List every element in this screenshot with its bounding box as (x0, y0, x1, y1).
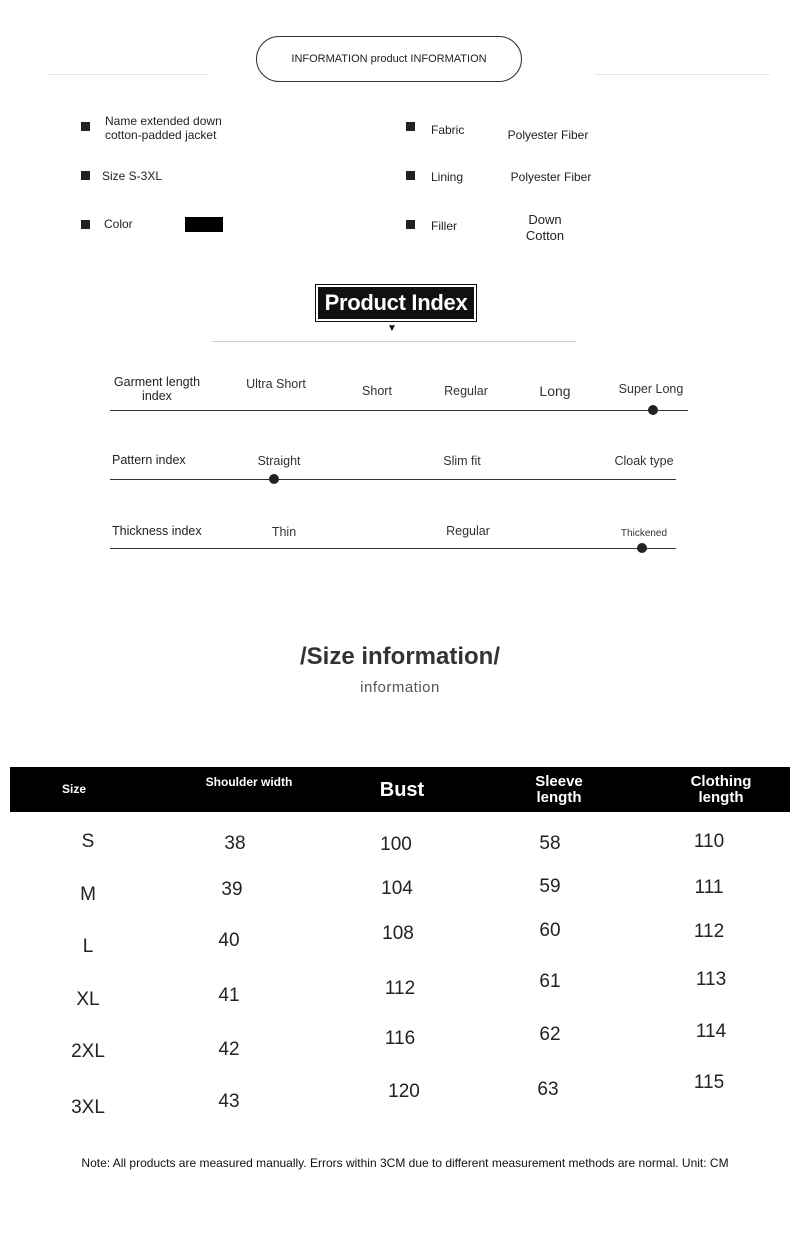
cell-sleeve: 59 (539, 876, 561, 897)
cell-sleeve: 60 (539, 920, 561, 941)
header-bust: Bust (379, 779, 425, 801)
cell-size: 3XL (71, 1097, 105, 1118)
cell-clothing: 114 (695, 1021, 727, 1042)
pattern-index-label: Pattern index (112, 453, 186, 467)
cell-clothing: 112 (693, 921, 725, 942)
product-index-title: Product Index (318, 287, 474, 319)
option-short: Short (362, 384, 392, 398)
header-sleeve-length: Sleeve length (535, 773, 583, 806)
option-thickened: Thickened (620, 528, 668, 539)
cell-sleeve: 63 (537, 1079, 559, 1100)
option-thin: Thin (271, 525, 297, 539)
cell-sleeve: 61 (539, 971, 561, 992)
cell-bust: 116 (384, 1028, 416, 1049)
bullet-icon (81, 122, 90, 131)
fabric-label: Fabric (431, 123, 465, 137)
cell-sleeve: 62 (539, 1024, 561, 1045)
cell-clothing: 113 (695, 969, 727, 990)
option-straight: Straight (257, 454, 301, 468)
garment-length-label: Garment length index (113, 375, 201, 403)
cell-bust: 104 (381, 878, 413, 899)
thickness-index-label: Thickness index (112, 524, 202, 538)
bullet-icon (81, 171, 90, 180)
color-swatch (185, 217, 223, 232)
bullet-icon (406, 122, 415, 131)
cell-clothing: 111 (694, 877, 724, 898)
cell-shoulder: 40 (218, 930, 240, 951)
name-label: Name extended down cotton-padded jacket (105, 114, 222, 142)
option-slim-fit: Slim fit (443, 454, 481, 468)
size-info-title: /Size information/ (299, 643, 500, 670)
option-regular: Regular (444, 384, 488, 398)
bullet-icon (406, 171, 415, 180)
size-label: Size S-3XL (102, 169, 163, 183)
cell-bust: 100 (380, 834, 412, 855)
header-title: INFORMATION product INFORMATION (256, 36, 522, 82)
filler-value: Down Cotton (525, 212, 565, 243)
cell-size: M (80, 884, 96, 905)
lining-label: Lining (431, 170, 464, 184)
header-divider-right (594, 74, 770, 75)
garment-length-marker (648, 405, 658, 415)
fabric-value: Polyester Fiber (507, 128, 589, 142)
cell-shoulder: 41 (218, 985, 240, 1006)
bullet-icon (406, 220, 415, 229)
option-long: Long (539, 383, 571, 399)
cell-sleeve: 58 (539, 833, 561, 854)
bullet-icon (81, 220, 90, 229)
cell-bust: 112 (384, 978, 416, 999)
option-regular-thickness: Regular (446, 524, 490, 538)
filler-label: Filler (431, 219, 457, 233)
cell-shoulder: 39 (221, 879, 243, 900)
option-cloak-type: Cloak type (614, 454, 674, 468)
thickness-track (110, 548, 676, 549)
option-super-long: Super Long (618, 382, 684, 396)
measurement-note: Note: All products are measured manually. Errors within 3CM due to different measurement methods are normal. Unit: CM (81, 1156, 729, 1170)
cell-clothing: 115 (693, 1072, 725, 1093)
header-divider-left (48, 74, 208, 75)
cell-size: S (81, 831, 95, 852)
option-ultra-short: Ultra Short (246, 377, 306, 391)
down-triangle-icon: ▼ (387, 323, 397, 334)
garment-length-track (110, 410, 688, 411)
pattern-track (110, 479, 676, 480)
cell-bust: 108 (382, 923, 414, 944)
cell-clothing: 110 (693, 831, 725, 852)
size-info-subtitle: information (360, 679, 440, 696)
header-clothing-length: Clothing length (690, 773, 752, 806)
cell-size: 2XL (71, 1041, 105, 1062)
thickness-marker (637, 543, 647, 553)
header-size: Size (61, 782, 86, 796)
product-index-divider (212, 341, 576, 342)
pattern-marker (269, 474, 279, 484)
cell-shoulder: 43 (218, 1091, 240, 1112)
lining-value: Polyester Fiber (510, 170, 592, 184)
cell-size: L (82, 936, 94, 957)
cell-size: XL (76, 989, 100, 1010)
color-label: Color (104, 217, 133, 231)
cell-shoulder: 42 (218, 1039, 240, 1060)
cell-bust: 120 (388, 1081, 420, 1102)
cell-shoulder: 38 (224, 833, 246, 854)
header-shoulder-width: Shoulder width (205, 775, 293, 789)
